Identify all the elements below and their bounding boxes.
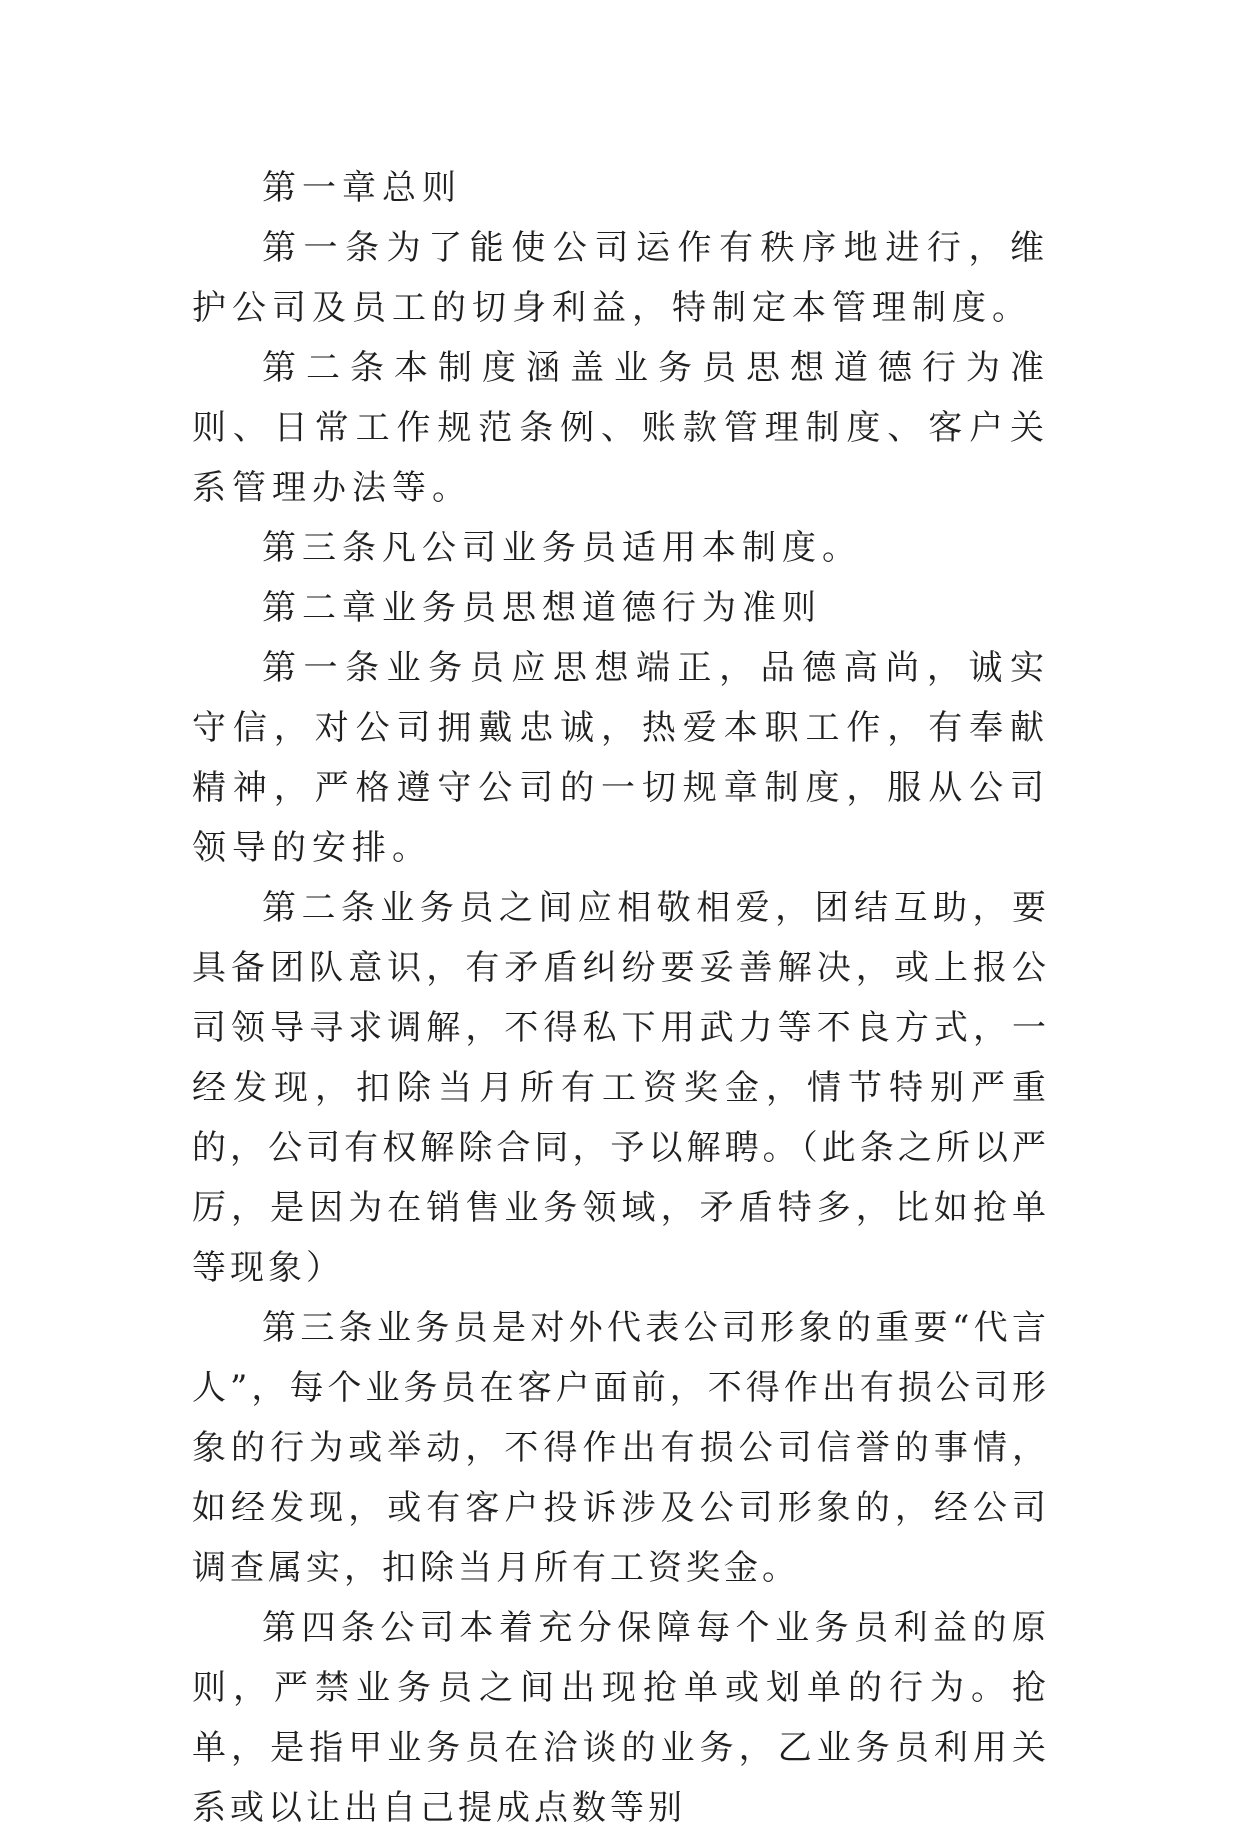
chapter-1-article-1: 第一条为了能使公司运作有秩序地进行，维护公司及员工的切身利益，特制定本管理制度。 (192, 228, 1050, 328)
chapter-2-article-1: 第一条业务员应思想端正，品德高尚，诚实守信，对公司拥戴忠诚，热爱本职工作，有奉献精神，严格遵守公司的一切规章制度，服从公司领导的安排。 (192, 648, 1050, 868)
chapter-1-article-3: 第三条凡公司业务员适用本制度。 (262, 528, 862, 568)
chapter-1-article-2: 第二条本制度涵盖业务员思想道德行为准则、日常工作规范条例、账款管理制度、客户关系管理办法等。 (192, 348, 1050, 508)
chapter-2-article-3: 第三条业务员是对外代表公司形象的重要“代言人”，每个业务员在客户面前，不得作出有损公司形象的行为或举动，不得作出有损公司信誉的事情，如经发现，或有客户投诉涉及公司形象的，经公司调查属实，扣除当月所有工资奖金。 (192, 1308, 1050, 1588)
chapter-1-heading: 第一章总则 (262, 168, 462, 208)
document-body (192, 158, 1050, 1838)
chapter-2-article-2: 第二条业务员之间应相敬相爱，团结互助，要具备团队意识，有矛盾纠纷要妥善解决，或上报公司领导寻求调解，不得私下用武力等不良方式，一经发现，扣除当月所有工资奖金，情节特别严重的，公司有权解除合同，予以解聘。（此条之所以严厉，是因为在销售业务领域，矛盾特多，比如抢单等现象） (192, 888, 1050, 1288)
chapter-2-article-4: 第四条公司本着充分保障每个业务员利益的原则，严禁业务员之间出现抢单或划单的行为。抢单，是指甲业务员在洽谈的业务，乙业务员利用关系或以让出自己提成点数等别 (192, 1608, 1050, 1828)
chapter-2-heading: 第二章业务员思想道德行为准则 (262, 588, 822, 628)
